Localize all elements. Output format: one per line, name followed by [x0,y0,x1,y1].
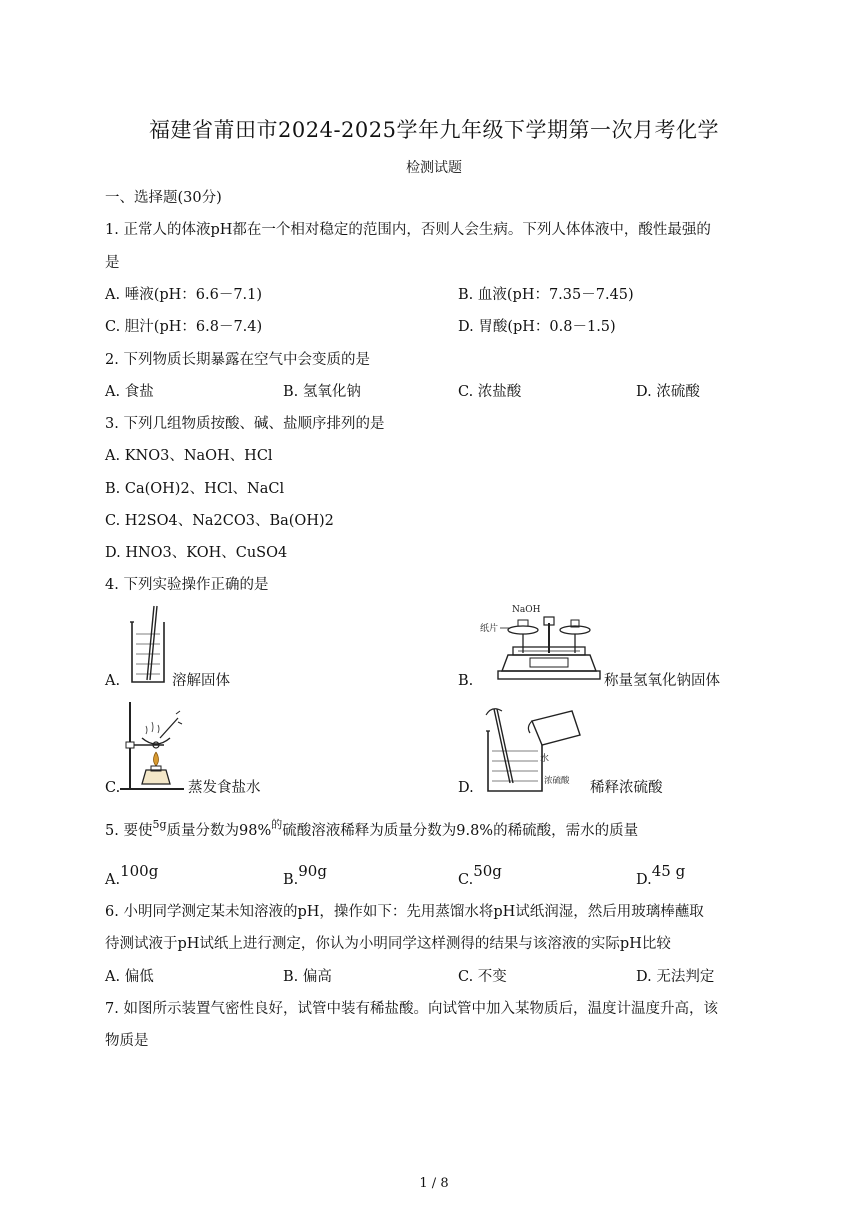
q5-option-d-value: 45 g [651,862,686,880]
q2-option-c: C. 浓盐酸 [458,384,522,400]
evaporation-figure [120,700,186,794]
q5-option-d-letter: D. [636,872,652,888]
q4-option-c-letter: C. [105,780,121,796]
section-heading: 一、选择题(30分) [105,190,222,206]
document-subtitle: 检测试题 [406,160,462,176]
q3-option-d: D. HNO3、KOH、CuSO4 [105,545,288,561]
question-7-text-cont: 物质是 [105,1033,149,1049]
q5-option-c-letter: C. [458,872,474,888]
q6-option-d: D. 无法判定 [636,969,715,985]
question-4-text: 4. 下列实验操作正确的是 [105,577,269,593]
question-1-text: 1. 正常人的体液pH都在一个相对稳定的范围内，否则人会生病。下列人体体液中，酸性最强的 [105,222,711,238]
q5-option-a [105,862,159,890]
q4-option-b-letter: B. [458,673,474,689]
water-label: 水 [540,754,550,764]
document-title: 福建省莆田市2024-2025学年九年级下学期第一次月考化学 [149,118,719,142]
naoh-label: NaOH [512,605,541,615]
q5-de: 的 [271,818,283,831]
q5-option-b-value: 90g [298,862,327,880]
q4-option-c-caption: 蒸发食盐水 [188,780,261,796]
q5-option-c-value: 50g [473,862,502,880]
q4-option-a-caption: 溶解固体 [172,673,230,689]
question-1-text-cont: 是 [105,255,120,271]
q5-option-d [636,862,686,890]
balance-figure [478,603,600,685]
question-5-text [105,818,639,842]
q5-text-end: 硫酸溶液稀释为质量分数为9.8%的稀硫酸，需水的质量 [282,823,639,839]
q4-option-d-letter: D. [458,780,474,796]
q5-option-a-letter: A. [105,872,121,888]
question-6-text-cont: 待测试液于pH试纸上进行测定，你认为小明同学这样测得的结果与该溶液的实际pH比较 [105,936,671,952]
beaker-dissolve-figure [128,604,168,686]
q2-option-a: A. 食盐 [105,384,154,400]
q6-option-c: C. 不变 [458,969,507,985]
q4-option-b-caption: 称量氢氧化钠固体 [604,673,720,689]
q4-option-d-caption: 稀释浓硫酸 [590,780,663,796]
question-7-text: 7. 如图所示装置气密性良好，试管中装有稀盐酸。向试管中加入某物质后，温度计温度升高，该 [105,1001,718,1017]
acid-label: 浓硫酸 [544,776,570,786]
q6-option-a: A. 偏低 [105,969,154,985]
q5-text-start: 5. 要使 [105,823,153,839]
q5-option-c [458,862,502,890]
q2-option-d: D. 浓硫酸 [636,384,700,400]
question-3-text: 3. 下列几组物质按酸、碱、盐顺序排列的是 [105,416,385,432]
q1-option-d: D. 胃酸(pH：0.8－1.5) [458,319,616,335]
q4-option-a-letter: A. [105,673,121,689]
q3-option-c: C. H2SO4、Na2CO3、Ba(OH)2 [105,513,334,529]
q1-option-a: A. 唾液(pH：6.6－7.1) [105,287,263,303]
dilute-acid-figure [480,701,588,795]
q1-option-c: C. 胆汁(pH：6.8－7.4) [105,319,263,335]
page-number: 1 / 8 [419,1176,449,1191]
q5-text-mid: 质量分数为98% [166,823,272,839]
q2-option-b: B. 氢氧化钠 [283,384,361,400]
q5-option-b-letter: B. [283,872,299,888]
question-2-text: 2. 下列物质长期暴露在空气中会变质的是 [105,352,370,368]
q5-option-b [283,862,327,890]
q5-mass: 5g [152,818,167,831]
q1-option-b: B. 血液(pH：7.35－7.45) [458,287,634,303]
q5-option-a-value: 100g [120,862,159,880]
q3-option-b: B. Ca(OH)2、HCl、NaCl [105,481,285,497]
paper-label: 纸片 [480,624,499,634]
question-6-text: 6. 小明同学测定某未知溶液的pH，操作如下：先用蒸馏水将pH试纸润湿，然后用玻璃棒蘸取 [105,904,704,920]
q6-option-b: B. 偏高 [283,969,332,985]
q3-option-a: A. KNO3、NaOH、HCl [105,448,273,464]
